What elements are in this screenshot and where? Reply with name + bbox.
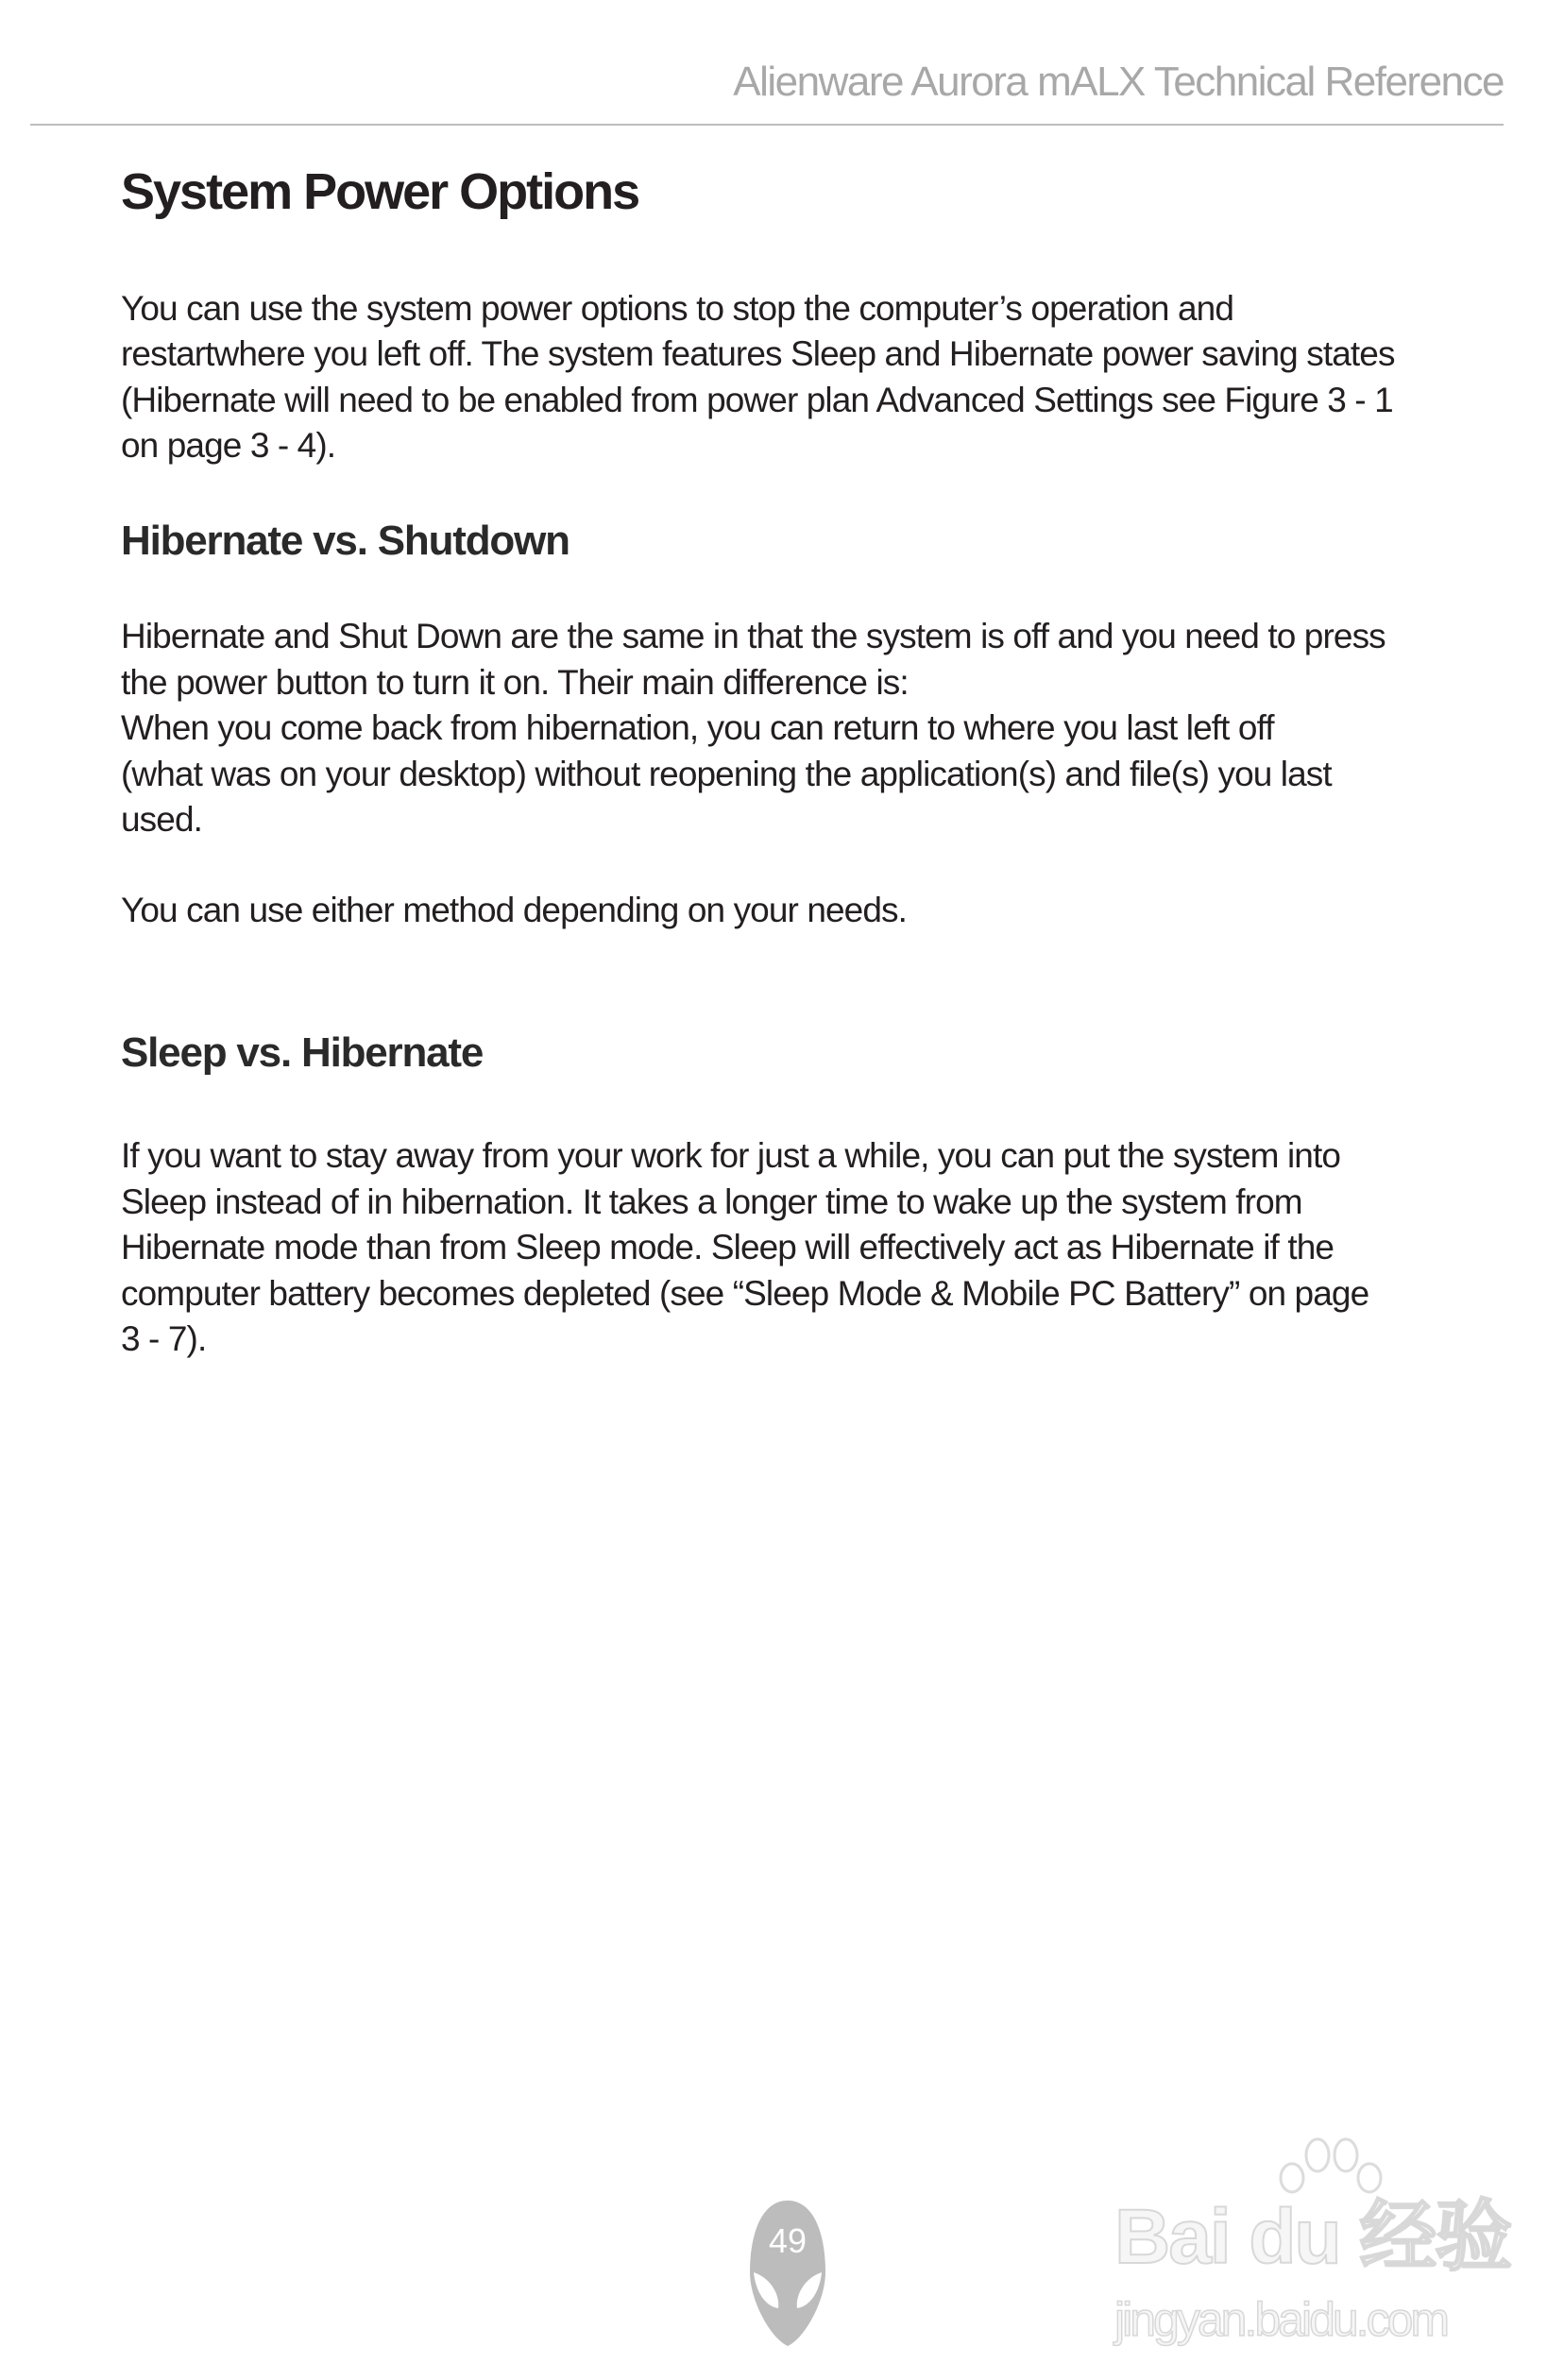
header-divider [30,124,1504,126]
text-line: You can use the system power options to stop the computer’s operation and [121,289,1234,328]
text-line: Hibernate and Shut Down are the same in that the system is off and you need to press [121,617,1386,655]
watermark-brand: Bai du 经验 [1114,2194,1511,2280]
text-line: (Hibernate will need to be enabled from power plan Advanced Settings see Figure 3 - 1 [121,381,1393,419]
text-line: computer battery becomes depleted (see “Sleep Mode & Mobile PC Battery” on page [121,1274,1369,1313]
section-heading-sleep-vs-hibernate: Sleep vs. Hibernate [121,1029,484,1076]
page-title: System Power Options [121,163,639,220]
section-heading-hibernate-vs-shutdown: Hibernate vs. Shutdown [121,518,570,564]
page-number: 49 [768,2221,808,2260]
text-line: on page 3 - 4). [121,426,336,465]
text-line: (what was on your desktop) without reopening the application(s) and file(s) you last [121,755,1332,793]
text-line: restartwhere you left off. The system features Sleep and Hibernate power saving states [121,334,1395,373]
paw-icon [1266,2136,1388,2197]
text-line: used. [121,800,203,839]
text-line: You can use either method depending on your needs. [121,891,908,929]
text-line: If you want to stay away from your work for just a while, you can put the system into [121,1136,1341,1175]
text-line: Sleep instead of in hibernation. It takes a longer time to wake up the system from [121,1182,1302,1221]
running-header: Alienware Aurora mALX Technical Reference [733,59,1504,105]
watermark-url: jingyan.baidu.com [1114,2293,1448,2346]
text-line: When you come back from hibernation, you can return to where you last left off [121,708,1274,747]
baidu-watermark [1114,2136,1511,2363]
alien-head-logo-icon [739,2197,837,2348]
text-line: Hibernate mode than from Sleep mode. Sleep will effectively act as Hibernate if the [121,1228,1334,1266]
text-line: the power button to turn it on. Their main difference is: [121,663,909,702]
text-line: 3 - 7). [121,1319,207,1358]
